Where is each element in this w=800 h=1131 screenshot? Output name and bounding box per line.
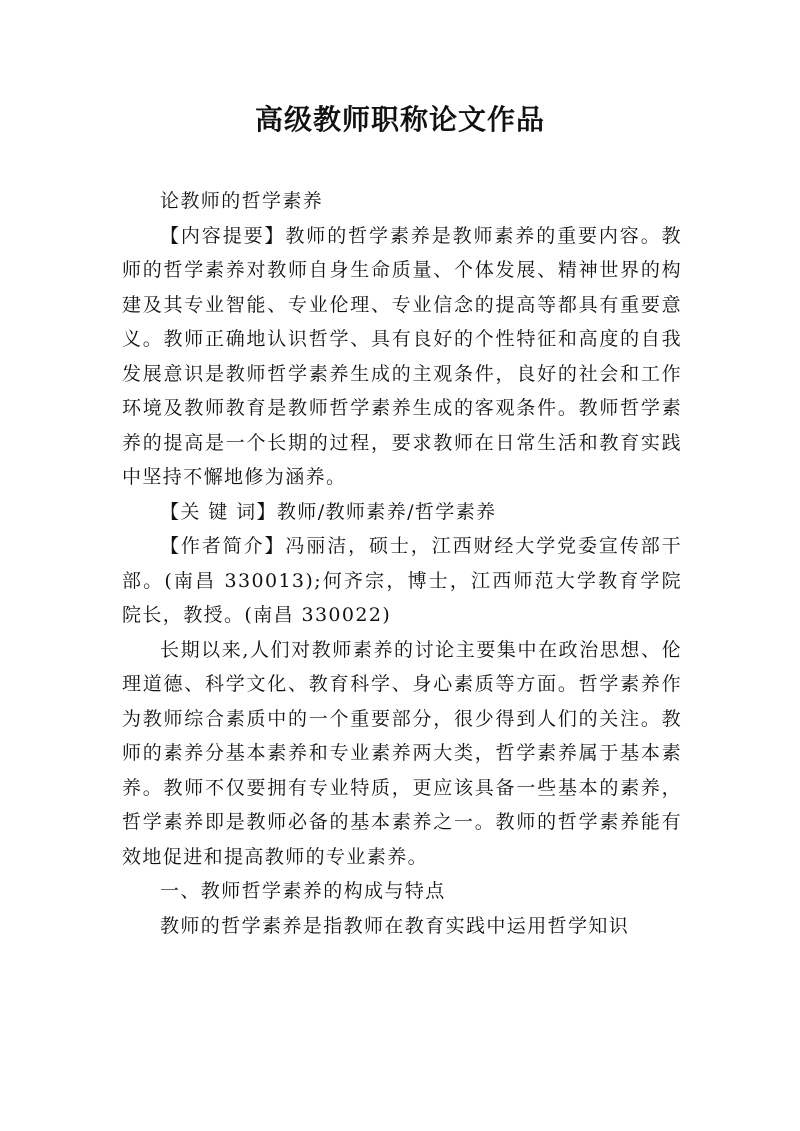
author-label: 【作者简介】: [160, 535, 286, 557]
article-heading: 论教师的哲学素养: [160, 190, 324, 212]
document-title: 高级教师职称论文作品: [254, 103, 545, 136]
document-body: [122, 184, 682, 943]
keywords-text: 教师/教师素养/哲学素养: [276, 500, 497, 523]
abstract-paragraph: [122, 219, 682, 495]
abstract-text: 教师的哲学素养是教师素养的重要内容。教师的哲学素养对教师自身生命质量、个体发展、精神世界的构建及其专业智能、专业伦理、专业信念的提高等都具有重要意义。教师正确地认识哲学、具有良好的个性特征和高度的自我发展意识是教师哲学素养生成的主观条件，良好的社会和工作环境及教师教育是教师哲学素养生成的客观条件。教师哲学素养的提高是一个长期的过程，要求教师在日常生活和教育实践中坚持不懈地修为涵养。: [122, 224, 682, 488]
body-paragraph: 教师的哲学素养是指教师在教育实践中运用哲学知识: [160, 914, 630, 937]
keywords-label: 【关 键 词】: [160, 500, 277, 523]
author-paragraph: [122, 529, 682, 633]
body-paragraph: 长期以来,人们对教师素养的讨论主要集中在政治思想、伦理道德、科学文化、教育科学、身心素质等方面。哲学素养作为教师综合素质中的一个重要部分，很少得到人们的关注。教师的素养分基本素养和专业素养两大类，哲学素养属于基本素养。教师不仅要拥有专业特质，更应该具备一些基本的素养，哲学素养即是教师必备的基本素养之一。教师的哲学素养能有效地促进和提高教师的专业素养。: [122, 638, 682, 868]
author-text: 冯丽洁，硕士，江西财经大学党委宣传部干部。(南昌 330013);何齐宗，博士，江西师范大学教育学院院长，教授。(南昌 330022): [122, 535, 682, 626]
abstract-label: 【内容提要】: [160, 224, 286, 247]
keywords-paragraph: [122, 495, 682, 530]
section-heading: 一、教师哲学素养的构成与特点: [160, 880, 446, 902]
